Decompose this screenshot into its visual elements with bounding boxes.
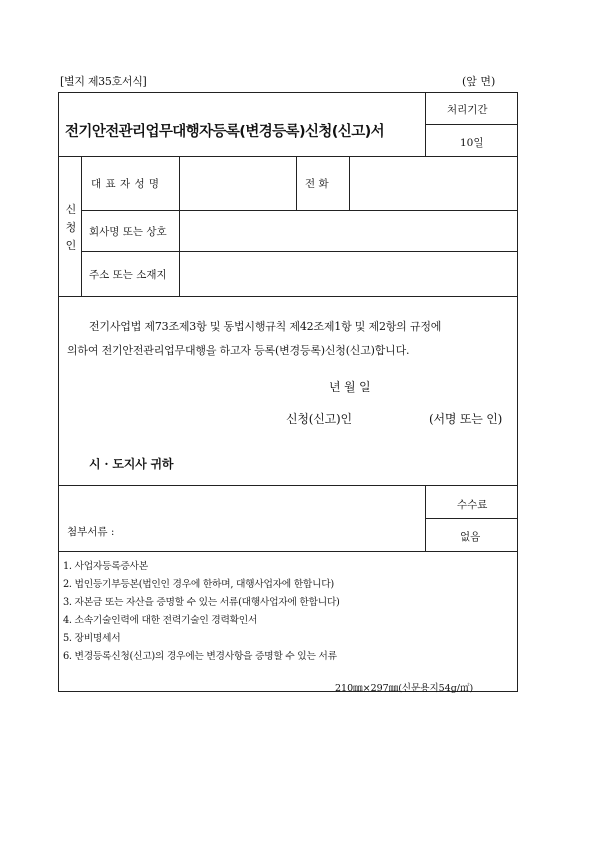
representative-name-label: 대 표 자 성 명: [91, 178, 160, 190]
phone-field[interactable]: [351, 158, 515, 208]
divider: [81, 210, 517, 211]
divider: [296, 156, 297, 210]
signature-field[interactable]: [359, 405, 427, 427]
paper-size-note: 210㎜×297㎜(신문용지54g/㎡): [335, 683, 474, 694]
form-title: 전기안전관리업무대행자등록(변경등록)신청(신고)서: [65, 124, 385, 140]
attachments-label: 첨부서류 :: [67, 526, 115, 538]
divider: [425, 93, 426, 156]
processing-period-label: 처리기간: [447, 104, 488, 116]
divider: [425, 518, 517, 519]
divider: [179, 156, 180, 296]
divider: [349, 156, 350, 210]
company-name-label: 회사명 또는 상호: [89, 226, 167, 238]
divider: [81, 251, 517, 252]
attachment-item: 3. 자본금 또는 자산을 증명할 수 있는 서류(대행사업자에 한합니다): [63, 597, 340, 608]
divider: [59, 156, 517, 157]
divider: [59, 296, 517, 297]
attachment-item: 4. 소속기술인력에 대한 전력기술인 경력확인서: [63, 615, 258, 626]
fee-value: 없음: [460, 531, 481, 543]
divider: [425, 124, 517, 125]
divider: [81, 156, 82, 296]
fee-label: 수수료: [457, 499, 488, 511]
applicant-signer-label: 신청(신고)인: [286, 412, 352, 426]
signature-note: (서명 또는 인): [429, 412, 503, 426]
processing-period-value: 10일: [460, 137, 484, 149]
recipient: 시 · 도지사 귀하: [89, 457, 174, 471]
address-label: 주소 또는 소재지: [89, 269, 167, 281]
address-field[interactable]: [181, 253, 515, 294]
page-side-label: (앞 면): [462, 75, 496, 88]
divider: [425, 485, 426, 551]
representative-name-field[interactable]: [181, 158, 294, 208]
statement-line-1: 전기사업법 제73조제3항 및 동법시행규칙 제42조제1항 및 제2항의 규정에: [89, 320, 442, 333]
application-date: 년 월 일: [329, 380, 371, 394]
attachment-item: 6. 변경등록신청(신고)의 경우에는 변경사항을 증명할 수 있는 서류: [63, 651, 337, 662]
attachment-item: 2. 법인등기부등본(법인인 경우에 한하며, 대행사업자에 한합니다): [63, 579, 334, 590]
application-form: [58, 92, 518, 692]
divider: [59, 485, 517, 486]
company-name-field[interactable]: [181, 212, 515, 249]
phone-label: 전 화: [305, 178, 329, 190]
attachment-item: 5. 장비명세서: [63, 633, 121, 644]
form-number: [별지 제35호서식]: [60, 75, 147, 88]
attachment-item: 1. 사업자등록증사본: [63, 561, 148, 572]
applicant-section-label: 신청인: [65, 203, 77, 252]
statement-line-2: 의하여 전기안전관리업무대행을 하고자 등록(변경등록)신청(신고)합니다.: [67, 344, 410, 357]
divider: [59, 551, 517, 552]
